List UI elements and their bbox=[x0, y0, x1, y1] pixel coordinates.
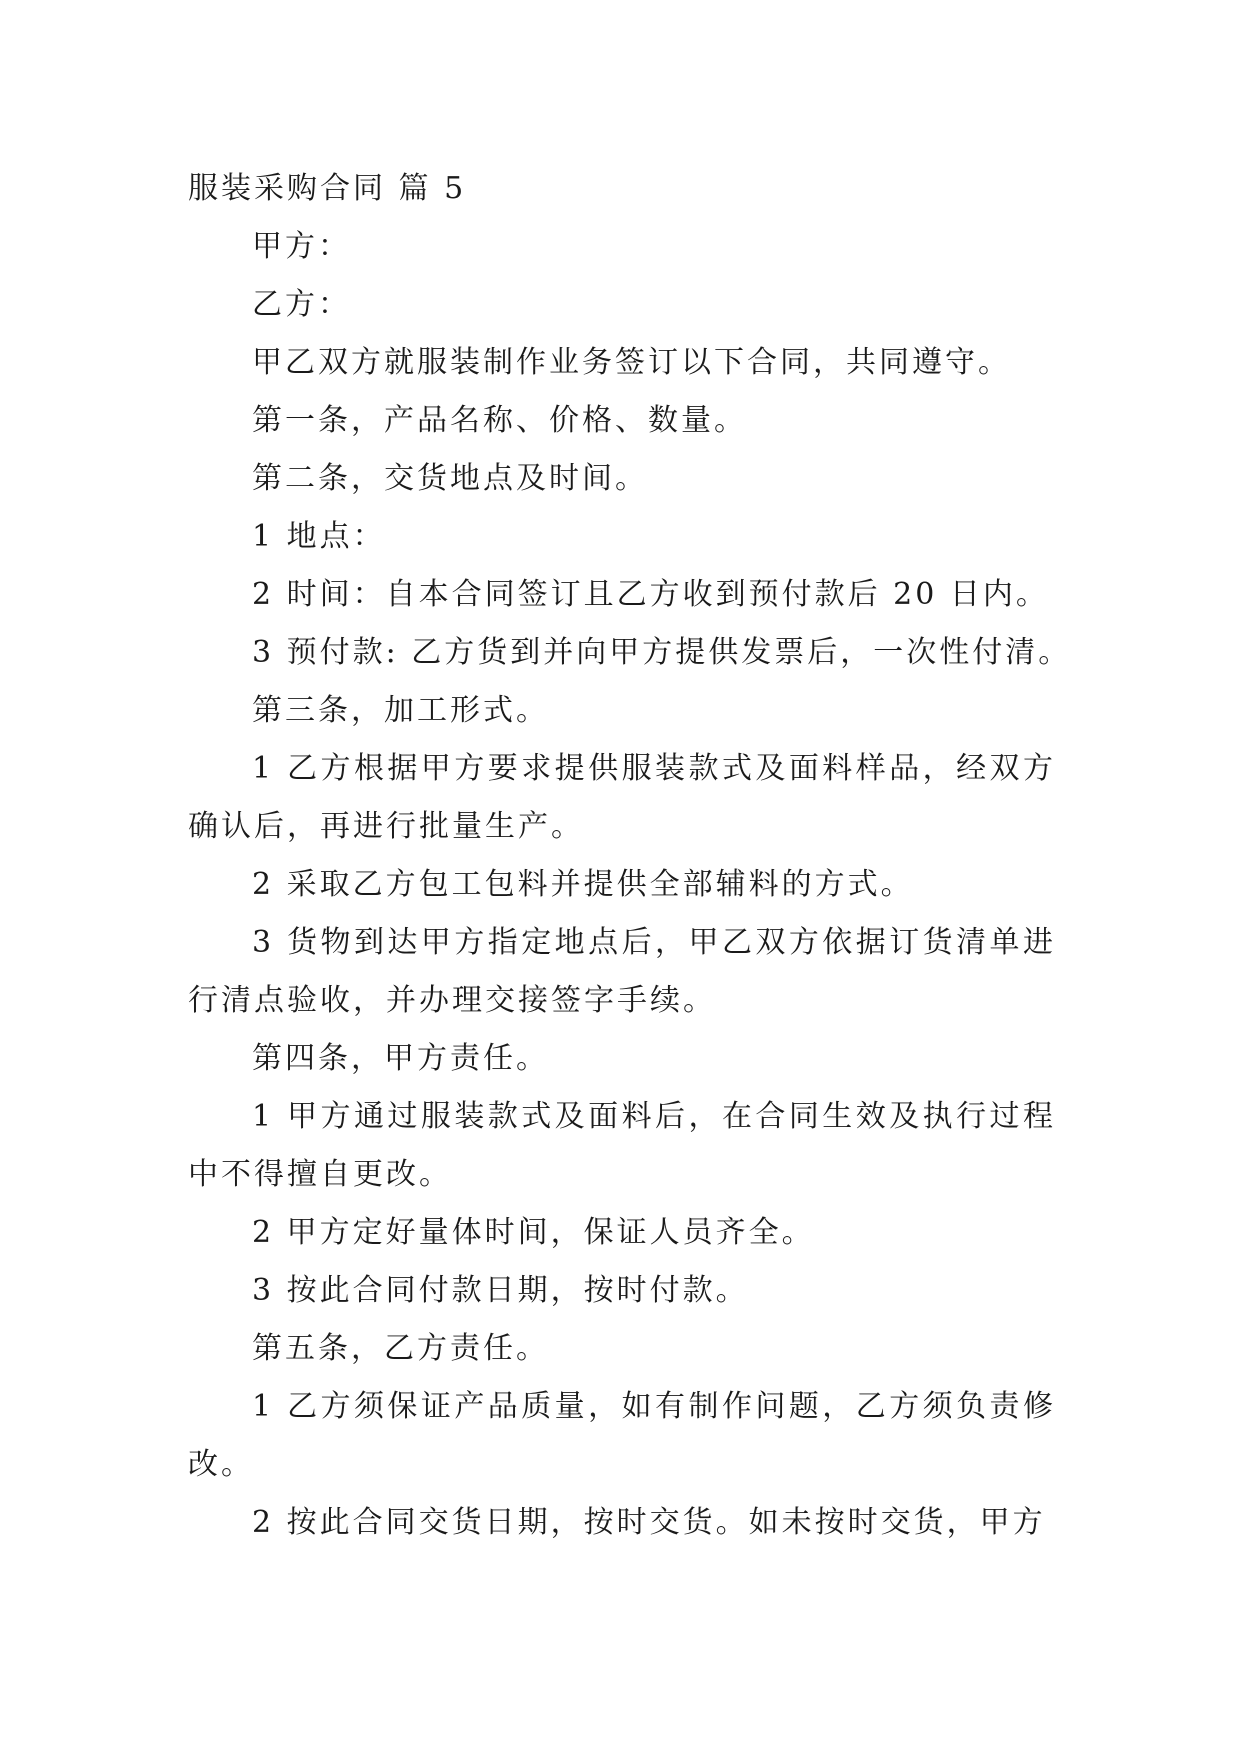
article-3-heading: 第三条，加工形式。 bbox=[252, 693, 549, 728]
article-3-item-3: 3 货物到达甲方指定地点后，甲乙双方依据订货清单进行清点验收，并办理交接签字手续。 bbox=[188, 925, 1056, 1018]
party-a-line: 甲方： bbox=[252, 229, 351, 264]
article-4-heading: 第四条，甲方责任。 bbox=[252, 1041, 549, 1076]
article-2-item-3: 3 预付款: 乙方货到并向甲方提供发票后，一次性付清。 bbox=[252, 635, 1072, 670]
article-5-item-2: 2 按此合同交货日期，按时交货。如未按时交货，甲方 bbox=[252, 1505, 1046, 1540]
party-b-line: 乙方： bbox=[252, 287, 351, 322]
article-1-heading: 第一条，产品名称、价格、数量。 bbox=[252, 403, 747, 438]
article-4-item-1: 1 甲方通过服装款式及面料后，在合同生效及执行过程中不得擅自更改。 bbox=[188, 1099, 1056, 1192]
article-5-heading: 第五条，乙方责任。 bbox=[252, 1331, 549, 1366]
article-4-item-2: 2 甲方定好量体时间，保证人员齐全。 bbox=[252, 1215, 815, 1250]
article-2-item-2: 2 时间：自本合同签订且乙方收到预付款后 20 日内。 bbox=[252, 577, 1049, 612]
article-3-item-1: 1 乙方根据甲方要求提供服装款式及面料样品，经双方确认后，再进行批量生产。 bbox=[188, 751, 1056, 844]
article-4-item-3: 3 按此合同付款日期，按时付款。 bbox=[252, 1273, 749, 1308]
article-3-item-2: 2 采取乙方包工包料并提供全部辅料的方式。 bbox=[252, 867, 914, 902]
article-5-item-1: 1 乙方须保证产品质量，如有制作问题，乙方须负责修改。 bbox=[188, 1389, 1056, 1482]
article-2-heading: 第二条，交货地点及时间。 bbox=[252, 461, 648, 496]
document-title: 服装采购合同 篇 5 bbox=[188, 171, 467, 206]
document-body bbox=[188, 160, 1072, 1552]
article-2-item-1: 1 地点： bbox=[252, 519, 386, 554]
preamble-paragraph: 甲乙双方就服装制作业务签订以下合同，共同遵守。 bbox=[252, 345, 1011, 380]
